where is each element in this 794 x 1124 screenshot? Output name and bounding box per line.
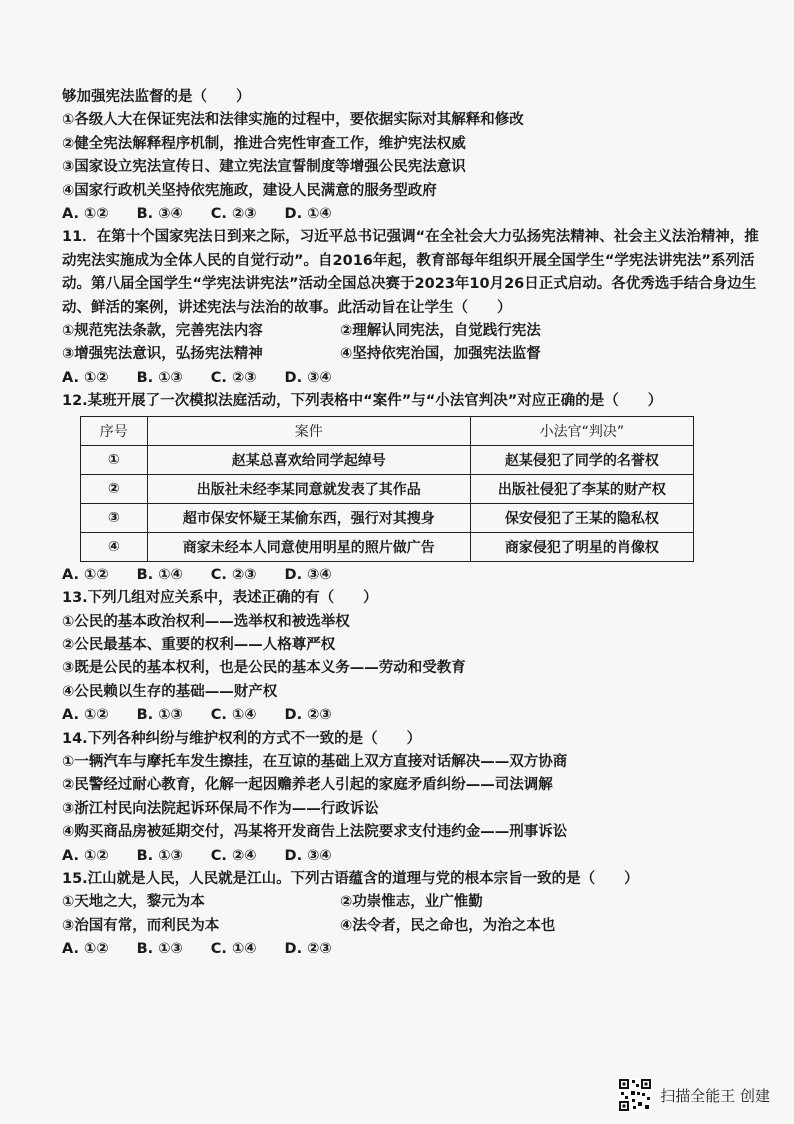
q15-choice-c: C. ①④ bbox=[210, 941, 257, 958]
watermark-text: 扫描全能王 创建 bbox=[660, 1086, 770, 1105]
q13-stem: 13.下列几组对应关系中，表述正确的有（ ） bbox=[62, 590, 378, 607]
q13-choice-d: D. ②③ bbox=[284, 707, 332, 724]
q10-choice-b: B. ③④ bbox=[136, 206, 183, 223]
q13-choice-a: A. ①② bbox=[62, 707, 109, 724]
q13-choice-b: B. ①③ bbox=[136, 707, 183, 724]
q14-stem: 14.下列各种纠纷与维护权利的方式不一致的是（ ） bbox=[62, 730, 422, 747]
q14-choice-d: D. ③④ bbox=[284, 847, 332, 864]
q15-choice-a: A. ①② bbox=[62, 941, 109, 958]
q13-option-4: ④公民赖以生存的基础——财产权 bbox=[62, 683, 278, 700]
q14-choices bbox=[62, 845, 772, 868]
q14-option-3: ③浙江村民向法院起诉环保局不作为——行政诉讼 bbox=[62, 800, 379, 817]
table-cell-verdict: 商家侵犯了明星的肖像权 bbox=[470, 532, 693, 561]
table-cell-verdict: 保安侵犯了王某的隐私权 bbox=[470, 503, 693, 532]
table-row bbox=[81, 474, 694, 503]
table-row bbox=[81, 445, 694, 474]
q13-choice-c: C. ①④ bbox=[210, 707, 257, 724]
q13-option-2: ②公民最基本、重要的权利——人格尊严权 bbox=[62, 636, 336, 653]
q14-option-2: ②民警经过耐心教育，化解一起因赡养老人引起的家庭矛盾纠纷——司法调解 bbox=[62, 777, 553, 794]
q12-choice-c: C. ②③ bbox=[210, 566, 257, 583]
q10-option-3: ③国家设立宪法宣传日、建立宪法宣誓制度等增强公民宪法意识 bbox=[62, 159, 466, 176]
q11-choice-a: A. ①② bbox=[62, 369, 109, 386]
q15-option-2: ②功崇惟志，业广惟勤 bbox=[340, 894, 483, 911]
q11-stem: 11．在第十个国家宪法日到来之际，习近平总书记强调“在全社会大力弘扬宪法精神、社会主义法治精神，推动宪法实施成为全体人民的自觉行动”。自2016年起，教育部每年组织开展全国学生“学宪法讲宪法”系列活动。第八届全国学生“学宪法讲宪法”活动全国总决赛于2023年10月26日正式启动。各优秀选手结合身边生动、鲜活的案例，讲述宪法与法治的故事。此活动旨在让学生（ ） bbox=[62, 229, 759, 316]
q11-option-1: ①规范宪法条款，完善宪法内容 bbox=[62, 323, 263, 340]
q10-choice-d: D. ①④ bbox=[284, 206, 332, 223]
q13-choices bbox=[62, 704, 772, 727]
table-row bbox=[81, 503, 694, 532]
q11-choice-c: C. ②③ bbox=[210, 369, 257, 386]
table-cell-index: ③ bbox=[81, 503, 148, 532]
q11-choices bbox=[62, 367, 772, 390]
q15-option-4: ④法令者，民之命也，为治之本也 bbox=[340, 917, 556, 934]
q11-option-4: ④坚持依宪治国，加强宪法监督 bbox=[340, 346, 541, 363]
q10-choice-a: A. ①② bbox=[62, 206, 109, 223]
table-header-verdict: 小法官“判决” bbox=[470, 416, 693, 445]
q10-stem: 够加强宪法监督的是（ ） bbox=[62, 89, 251, 105]
q14-option-1: ①一辆汽车与摩托车发生擦挂，在互谅的基础上双方直接对话解决——双方协商 bbox=[62, 753, 568, 770]
q12-case-table bbox=[80, 416, 694, 562]
q13-option-1: ①公民的基本政治权利——选举权和被选举权 bbox=[62, 613, 350, 630]
q15-options-row-1 bbox=[62, 891, 772, 914]
table-row bbox=[81, 532, 694, 561]
table-cell-case: 超市保安怀疑王某偷东西，强行对其搜身 bbox=[147, 503, 470, 532]
table-cell-case: 出版社未经李某同意就发表了其作品 bbox=[147, 474, 470, 503]
table-cell-index: ④ bbox=[81, 532, 148, 561]
table-cell-index: ② bbox=[81, 474, 148, 503]
q10-choices bbox=[62, 203, 772, 226]
scanner-watermark bbox=[618, 1078, 770, 1112]
q11-option-3: ③增强宪法意识，弘扬宪法精神 bbox=[62, 346, 263, 363]
q11-option-2: ②理解认同宪法，自觉践行宪法 bbox=[340, 323, 541, 340]
q15-option-3: ③治国有常，而利民为本 bbox=[62, 917, 220, 934]
table-header-row bbox=[81, 416, 694, 445]
exam-page bbox=[62, 86, 772, 962]
q11-choice-d: D. ③④ bbox=[284, 369, 332, 386]
table-cell-verdict: 出版社侵犯了李某的财产权 bbox=[470, 474, 693, 503]
q12-choice-a: A. ①② bbox=[62, 566, 109, 583]
q15-choice-d: D. ②③ bbox=[284, 941, 332, 958]
q13-option-3: ③既是公民的基本权利，也是公民的基本义务——劳动和受教育 bbox=[62, 660, 466, 677]
q14-choice-c: C. ②④ bbox=[210, 847, 257, 864]
q10-option-1: ①各级人大在保证宪法和法律实施的过程中，要依据实际对其解释和修改 bbox=[62, 112, 524, 129]
q12-choices bbox=[62, 564, 772, 587]
q15-stem: 15.江山就是人民，人民就是江山。下列古语蕴含的道理与党的根本宗旨一致的是（ ） bbox=[62, 870, 639, 887]
q11-options-row-2 bbox=[62, 343, 772, 366]
table-cell-index: ① bbox=[81, 445, 148, 474]
table-cell-case: 赵某总喜欢给同学起绰号 bbox=[147, 445, 470, 474]
q12-stem: 12.某班开展了一次模拟法庭活动，下列表格中“案件”与“小法官判决”对应正确的是（ ） bbox=[62, 393, 663, 410]
table-header-index: 序号 bbox=[81, 416, 148, 445]
q10-option-2: ②健全宪法解释程序机制，推进合宪性审查工作，维护宪法权威 bbox=[62, 135, 466, 152]
q11-options-row-1 bbox=[62, 320, 772, 343]
q15-choice-b: B. ①③ bbox=[136, 941, 183, 958]
q14-option-4: ④购买商品房被延期交付，冯某将开发商告上法院要求支付违约金——刑事诉讼 bbox=[62, 824, 568, 841]
table-header-case: 案件 bbox=[147, 416, 470, 445]
qr-code-icon bbox=[618, 1078, 652, 1112]
table-cell-case: 商家未经本人同意使用明星的照片做广告 bbox=[147, 532, 470, 561]
q12-choice-d: D. ③④ bbox=[284, 566, 332, 583]
q14-choice-a: A. ①② bbox=[62, 847, 109, 864]
q15-choices bbox=[62, 938, 772, 961]
table-cell-verdict: 赵某侵犯了同学的名誉权 bbox=[470, 445, 693, 474]
q10-choice-c: C. ②③ bbox=[210, 206, 257, 223]
q11-choice-b: B. ①③ bbox=[136, 369, 183, 386]
q12-choice-b: B. ①④ bbox=[136, 566, 183, 583]
q14-choice-b: B. ①③ bbox=[136, 847, 183, 864]
q15-option-1: ①天地之大，黎元为本 bbox=[62, 894, 205, 911]
q15-options-row-2 bbox=[62, 915, 772, 938]
q10-option-4: ④国家行政机关坚持依宪施政，建设人民满意的服务型政府 bbox=[62, 182, 437, 199]
